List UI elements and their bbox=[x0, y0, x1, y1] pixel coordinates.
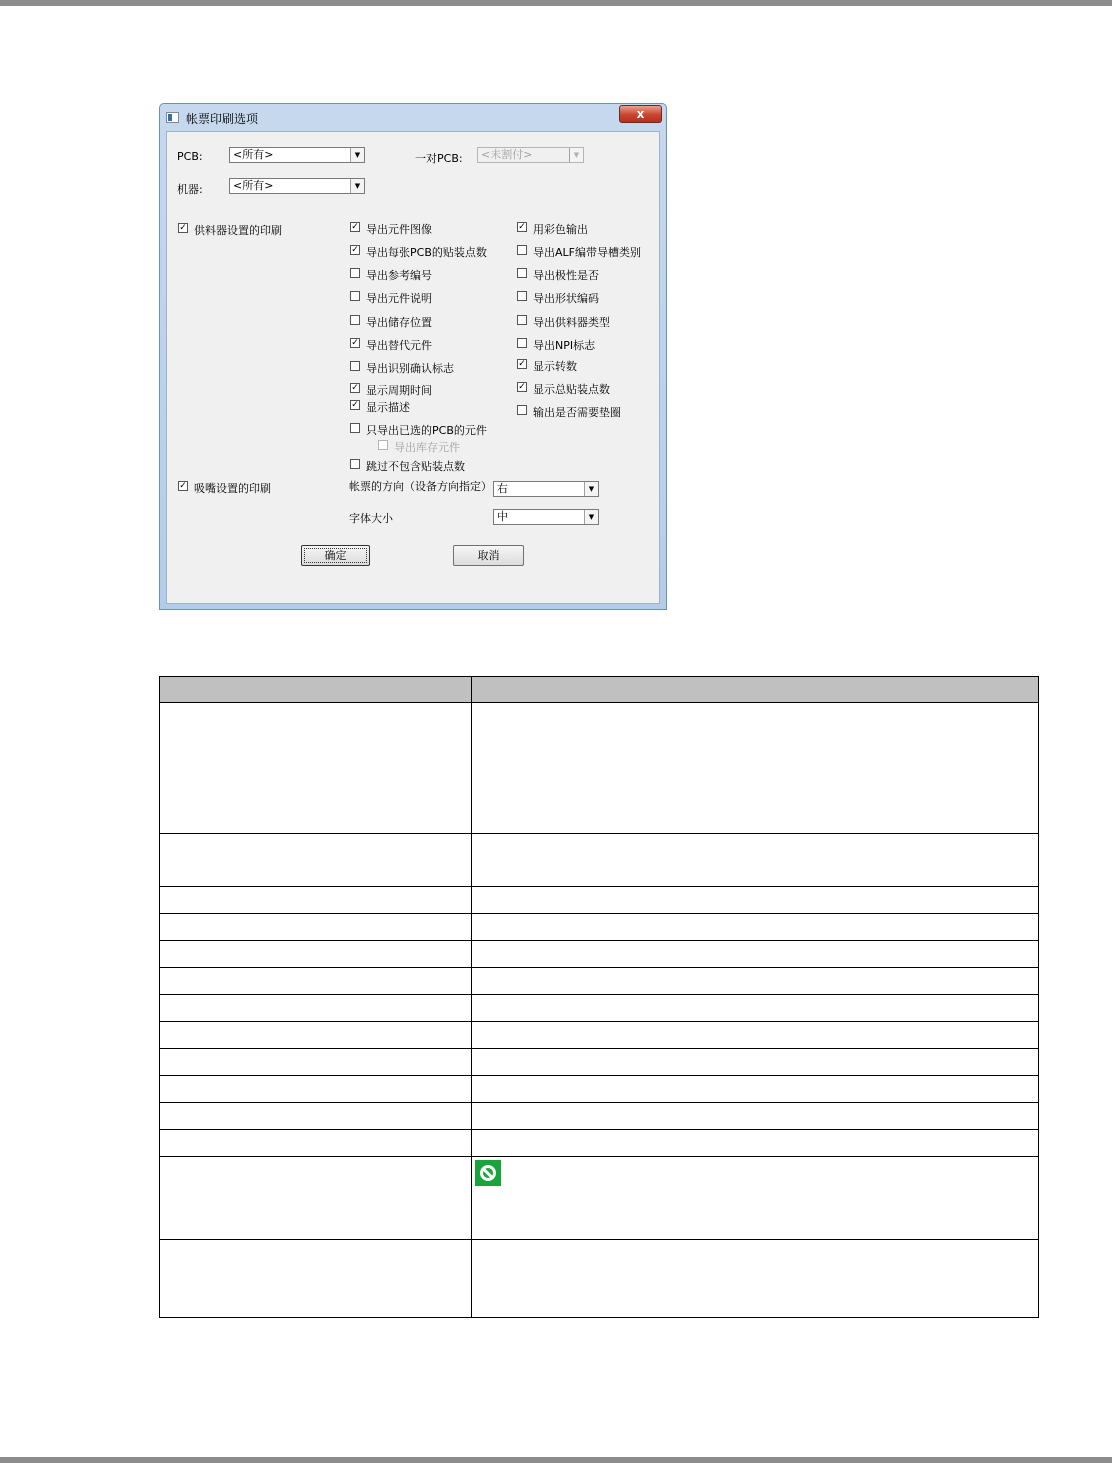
checkbox-label: 导出库存元件 bbox=[394, 441, 460, 454]
dialog-client bbox=[166, 131, 660, 604]
table-cell bbox=[159, 941, 471, 967]
table-cell bbox=[471, 1049, 1039, 1075]
checkbox-label: 导出形状编码 bbox=[533, 292, 599, 305]
orientation-select-value: 右 bbox=[497, 482, 508, 495]
font-size-select-value: 中 bbox=[497, 510, 508, 523]
orientation-select[interactable] bbox=[493, 481, 599, 497]
checkbox-box[interactable]: ✓ bbox=[518, 222, 526, 232]
table-cell bbox=[471, 1240, 1039, 1317]
table-row bbox=[159, 995, 1039, 1022]
checkbox-box[interactable]: ✓ bbox=[518, 382, 526, 392]
checkbox-label: 导出参考编号 bbox=[366, 269, 432, 282]
checkbox-box[interactable] bbox=[517, 268, 527, 278]
table-row bbox=[159, 1130, 1039, 1157]
checkbox-box[interactable] bbox=[517, 315, 527, 325]
pair-pcb-label: 一对PCB: bbox=[415, 152, 463, 165]
prohibit-icon bbox=[475, 1160, 501, 1186]
table-row bbox=[159, 1049, 1039, 1076]
table-cell bbox=[159, 1130, 471, 1156]
window-icon bbox=[166, 112, 179, 123]
table-cell bbox=[159, 914, 471, 940]
orientation-label: 帐票的方向（设备方向指定） bbox=[349, 480, 492, 493]
table-row bbox=[159, 1157, 1039, 1240]
chevron-down-icon[interactable]: ▼ bbox=[350, 148, 364, 162]
cancel-button[interactable]: 取消 bbox=[453, 545, 524, 566]
checkbox-box[interactable] bbox=[350, 291, 360, 301]
table-cell bbox=[159, 968, 471, 994]
print-options-dialog bbox=[159, 103, 667, 610]
table-row bbox=[159, 1103, 1039, 1130]
checkbox-box[interactable]: ✓ bbox=[179, 223, 187, 233]
checkbox-box[interactable] bbox=[517, 245, 527, 255]
close-button[interactable] bbox=[619, 105, 662, 123]
checkbox-label: 只导出已选的PCB的元件 bbox=[366, 424, 487, 437]
pcb-select[interactable] bbox=[229, 147, 365, 163]
table-cell bbox=[159, 1240, 471, 1317]
checkbox-label: 显示描述 bbox=[366, 401, 410, 414]
page-bottom-bar bbox=[0, 1457, 1112, 1463]
table-row bbox=[159, 1022, 1039, 1049]
table-cell bbox=[471, 1103, 1039, 1129]
checkbox-label: 吸嘴设置的印刷 bbox=[194, 482, 271, 495]
checkbox-label: 导出每张PCB的贴装点数 bbox=[366, 246, 487, 259]
checkbox-label: 导出元件说明 bbox=[366, 292, 432, 305]
table-cell bbox=[159, 1103, 471, 1129]
checkbox-label: 显示总贴装点数 bbox=[533, 383, 610, 396]
table-cell bbox=[471, 834, 1039, 886]
checkbox-box[interactable] bbox=[517, 405, 527, 415]
table-row bbox=[159, 914, 1039, 941]
ok-button[interactable]: 确定 bbox=[301, 545, 370, 566]
table-cell bbox=[471, 968, 1039, 994]
table-header-row bbox=[159, 676, 1039, 703]
dialog-title: 帐票印刷选项 bbox=[186, 112, 259, 126]
pair-pcb-select-value: <未割付> bbox=[481, 148, 533, 161]
checkbox-box[interactable]: ✓ bbox=[351, 338, 359, 348]
checkbox-label: 供料器设置的印刷 bbox=[194, 224, 282, 237]
table-header-cell bbox=[471, 677, 1039, 702]
table-cell bbox=[159, 1049, 471, 1075]
table-row bbox=[159, 941, 1039, 968]
checkbox-box[interactable]: ✓ bbox=[351, 222, 359, 232]
checkbox-box[interactable]: ✓ bbox=[518, 359, 526, 369]
table-cell bbox=[159, 995, 471, 1021]
page-top-bar bbox=[0, 0, 1112, 6]
font-size-select[interactable] bbox=[493, 509, 599, 525]
chevron-down-icon[interactable]: ▼ bbox=[569, 148, 583, 162]
checkbox-label: 显示周期时间 bbox=[366, 384, 432, 397]
table-cell bbox=[471, 887, 1039, 913]
checkbox-label: 导出供料器类型 bbox=[533, 316, 610, 329]
table-row bbox=[159, 703, 1039, 834]
close-icon: x bbox=[636, 107, 645, 121]
checkbox-label: 导出元件图像 bbox=[366, 223, 432, 236]
pcb-select-value: <所有> bbox=[233, 148, 274, 161]
checkbox-box[interactable]: ✓ bbox=[179, 481, 187, 491]
chevron-down-icon[interactable]: ▼ bbox=[584, 510, 598, 524]
checkbox-label: 导出替代元件 bbox=[366, 339, 432, 352]
checkbox-box[interactable] bbox=[350, 315, 360, 325]
table-cell bbox=[471, 1157, 1039, 1239]
table-cell bbox=[471, 1076, 1039, 1102]
table-cell bbox=[159, 887, 471, 913]
checkbox-box[interactable]: ✓ bbox=[351, 245, 359, 255]
table-cell bbox=[159, 703, 471, 833]
table-row bbox=[159, 1240, 1039, 1318]
checkbox-box[interactable] bbox=[517, 291, 527, 301]
table-cell bbox=[471, 1022, 1039, 1048]
table-cell bbox=[471, 703, 1039, 833]
checkbox-label: 导出极性是否 bbox=[533, 269, 599, 282]
table-header-cell bbox=[159, 677, 471, 702]
table-cell bbox=[159, 834, 471, 886]
table-row bbox=[159, 887, 1039, 914]
checkbox-label: 用彩色输出 bbox=[533, 223, 588, 236]
checkbox-box[interactable] bbox=[350, 459, 360, 469]
table-row bbox=[159, 834, 1039, 887]
checkbox-box[interactable] bbox=[350, 268, 360, 278]
checkbox-label: 导出储存位置 bbox=[366, 316, 432, 329]
checkbox-label: 显示转数 bbox=[533, 360, 577, 373]
table-row bbox=[159, 1076, 1039, 1103]
machine-select[interactable] bbox=[229, 178, 365, 194]
font-size-label: 字体大小 bbox=[349, 512, 393, 525]
dialog-titlebar[interactable] bbox=[160, 104, 666, 130]
checkbox-box[interactable] bbox=[517, 338, 527, 348]
table-cell bbox=[471, 914, 1039, 940]
pair-pcb-select[interactable] bbox=[477, 147, 584, 163]
table-cell bbox=[159, 1022, 471, 1048]
table-cell bbox=[471, 941, 1039, 967]
checkbox-box[interactable] bbox=[350, 423, 360, 433]
pcb-label: PCB: bbox=[177, 150, 203, 163]
chevron-down-icon[interactable]: ▼ bbox=[350, 179, 364, 193]
checkbox-label: 导出NPI标志 bbox=[533, 339, 596, 352]
checkbox-box[interactable] bbox=[378, 440, 388, 450]
checkbox-label: 导出识别确认标志 bbox=[366, 362, 454, 375]
table-cell bbox=[471, 1130, 1039, 1156]
machine-select-value: <所有> bbox=[233, 179, 274, 192]
table-cell bbox=[471, 995, 1039, 1021]
checkbox-label: 跳过不包含贴装点数 bbox=[366, 460, 465, 473]
chevron-down-icon[interactable]: ▼ bbox=[584, 482, 598, 496]
checkbox-label: 导出ALF编带导槽类别 bbox=[533, 246, 641, 259]
checkbox-box[interactable]: ✓ bbox=[351, 383, 359, 393]
table-row bbox=[159, 968, 1039, 995]
checkbox-box[interactable]: ✓ bbox=[351, 400, 359, 410]
table-cell bbox=[159, 1076, 471, 1102]
checkbox-label: 输出是否需要垫圈 bbox=[533, 406, 621, 419]
machine-label: 机器: bbox=[177, 183, 203, 196]
checkbox-box[interactable] bbox=[350, 361, 360, 371]
table-cell bbox=[159, 1157, 471, 1239]
